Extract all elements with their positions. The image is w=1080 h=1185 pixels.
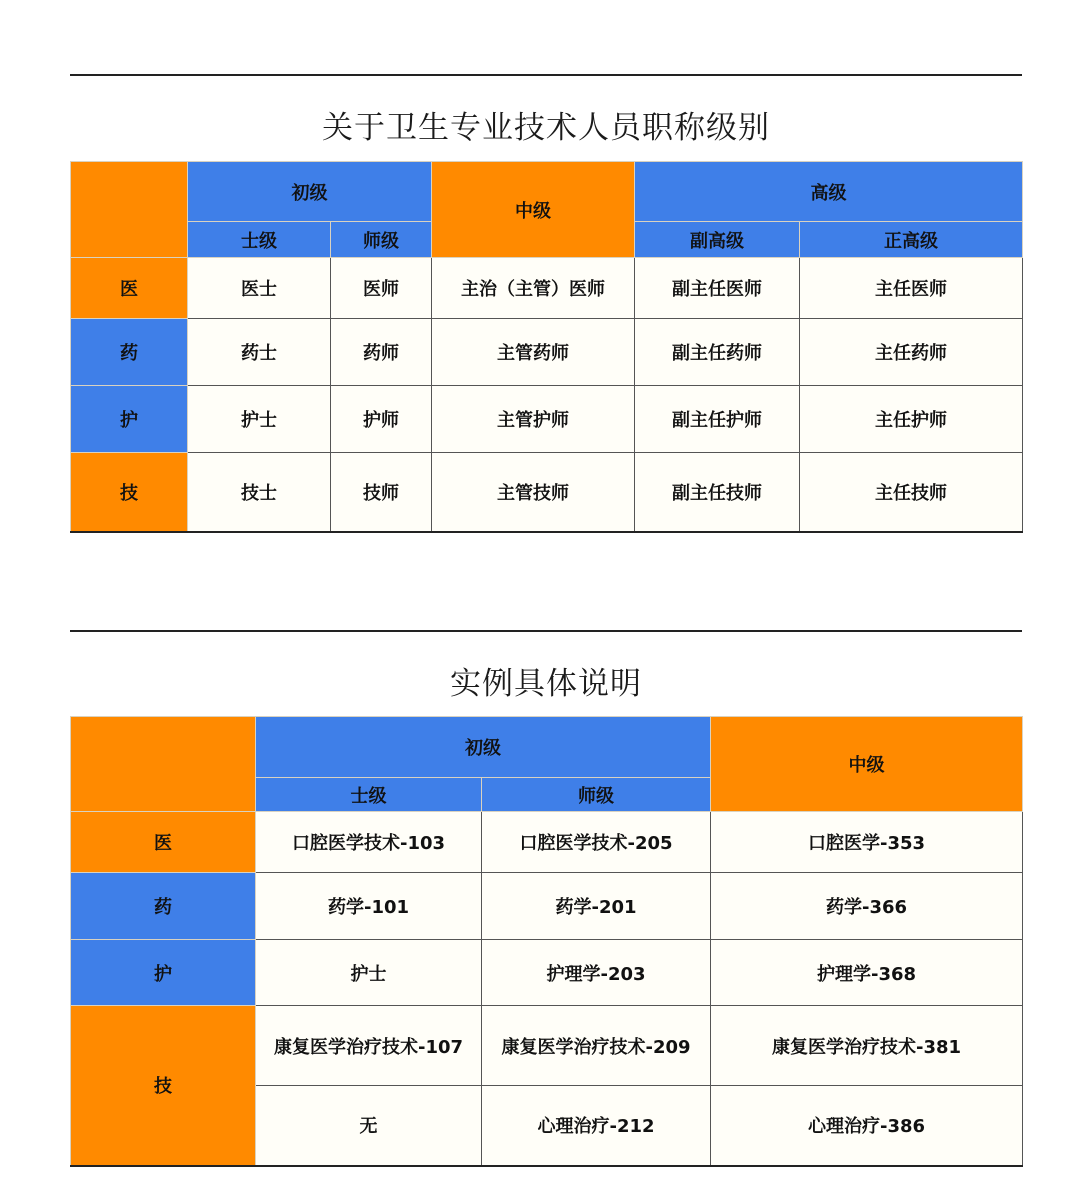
table-cell: 药学-101	[256, 873, 482, 940]
table-row	[71, 453, 1023, 532]
table-cell: 主管护师	[432, 386, 635, 453]
table-row	[71, 319, 1023, 386]
row-label-technician: 技	[71, 453, 188, 532]
table-cell: 口腔医学技术-205	[482, 812, 711, 873]
top-divider-2	[70, 630, 1022, 632]
table-cell: 副主任医师	[635, 258, 800, 319]
header-junior-shi: 士级	[188, 222, 331, 258]
header-junior: 初级	[256, 717, 711, 778]
header-junior-teacher: 师级	[331, 222, 432, 258]
table-cell: 药学-201	[482, 873, 711, 940]
table-cell: 副主任护师	[635, 386, 800, 453]
table-cell: 药学-366	[711, 873, 1023, 940]
table-cell: 口腔医学技术-103	[256, 812, 482, 873]
table-row	[71, 812, 1023, 873]
example-table	[70, 716, 1023, 1167]
section2-title: 实例具体说明	[450, 666, 642, 702]
table-cell: 护士	[188, 386, 331, 453]
table-row	[71, 873, 1023, 940]
table-row	[71, 386, 1023, 453]
header-middle: 中级	[711, 717, 1023, 812]
table-row	[71, 258, 1023, 319]
table-cell: 药士	[188, 319, 331, 386]
row-label-nursing: 护	[71, 940, 256, 1006]
table-cell: 康复医学治疗技术-209	[482, 1006, 711, 1086]
table-cell: 无	[256, 1086, 482, 1166]
table-cell: 主管药师	[432, 319, 635, 386]
corner-cell	[71, 162, 188, 258]
table-cell: 护士	[256, 940, 482, 1006]
section1-title: 关于卫生专业技术人员职称级别	[322, 110, 770, 146]
header-senior-full: 正高级	[800, 222, 1023, 258]
table-cell: 主治（主管）医师	[432, 258, 635, 319]
table-cell: 心理治疗-212	[482, 1086, 711, 1166]
row-label-doctor: 医	[71, 812, 256, 873]
header-junior: 初级	[188, 162, 432, 222]
header-senior: 高级	[635, 162, 1023, 222]
table-cell: 康复医学治疗技术-107	[256, 1006, 482, 1086]
table-cell: 副主任技师	[635, 453, 800, 532]
header-junior-shi: 士级	[256, 778, 482, 812]
table-cell: 医士	[188, 258, 331, 319]
row-label-nursing: 护	[71, 386, 188, 453]
top-divider-1	[70, 74, 1022, 76]
row-label-doctor: 医	[71, 258, 188, 319]
table-cell: 护理学-203	[482, 940, 711, 1006]
table-row	[71, 940, 1023, 1006]
header-senior-deputy: 副高级	[635, 222, 800, 258]
table-cell: 护理学-368	[711, 940, 1023, 1006]
corner-cell	[71, 717, 256, 812]
table-cell: 主管技师	[432, 453, 635, 532]
table-cell: 护师	[331, 386, 432, 453]
row-label-pharmacy: 药	[71, 319, 188, 386]
table-cell: 主任药师	[800, 319, 1023, 386]
table-cell: 康复医学治疗技术-381	[711, 1006, 1023, 1086]
row-label-technician: 技	[71, 1006, 256, 1166]
header-middle: 中级	[432, 162, 635, 258]
row-label-pharmacy: 药	[71, 873, 256, 940]
table-cell: 主任护师	[800, 386, 1023, 453]
table-cell: 主任技师	[800, 453, 1023, 532]
table-cell: 口腔医学-353	[711, 812, 1023, 873]
title-level-table	[70, 161, 1023, 533]
table-cell: 医师	[331, 258, 432, 319]
table-cell: 主任医师	[800, 258, 1023, 319]
table-cell: 技师	[331, 453, 432, 532]
table-cell: 技士	[188, 453, 331, 532]
table-cell: 副主任药师	[635, 319, 800, 386]
table-cell: 心理治疗-386	[711, 1086, 1023, 1166]
table-cell: 药师	[331, 319, 432, 386]
header-junior-teacher: 师级	[482, 778, 711, 812]
table-row	[71, 1006, 1023, 1086]
